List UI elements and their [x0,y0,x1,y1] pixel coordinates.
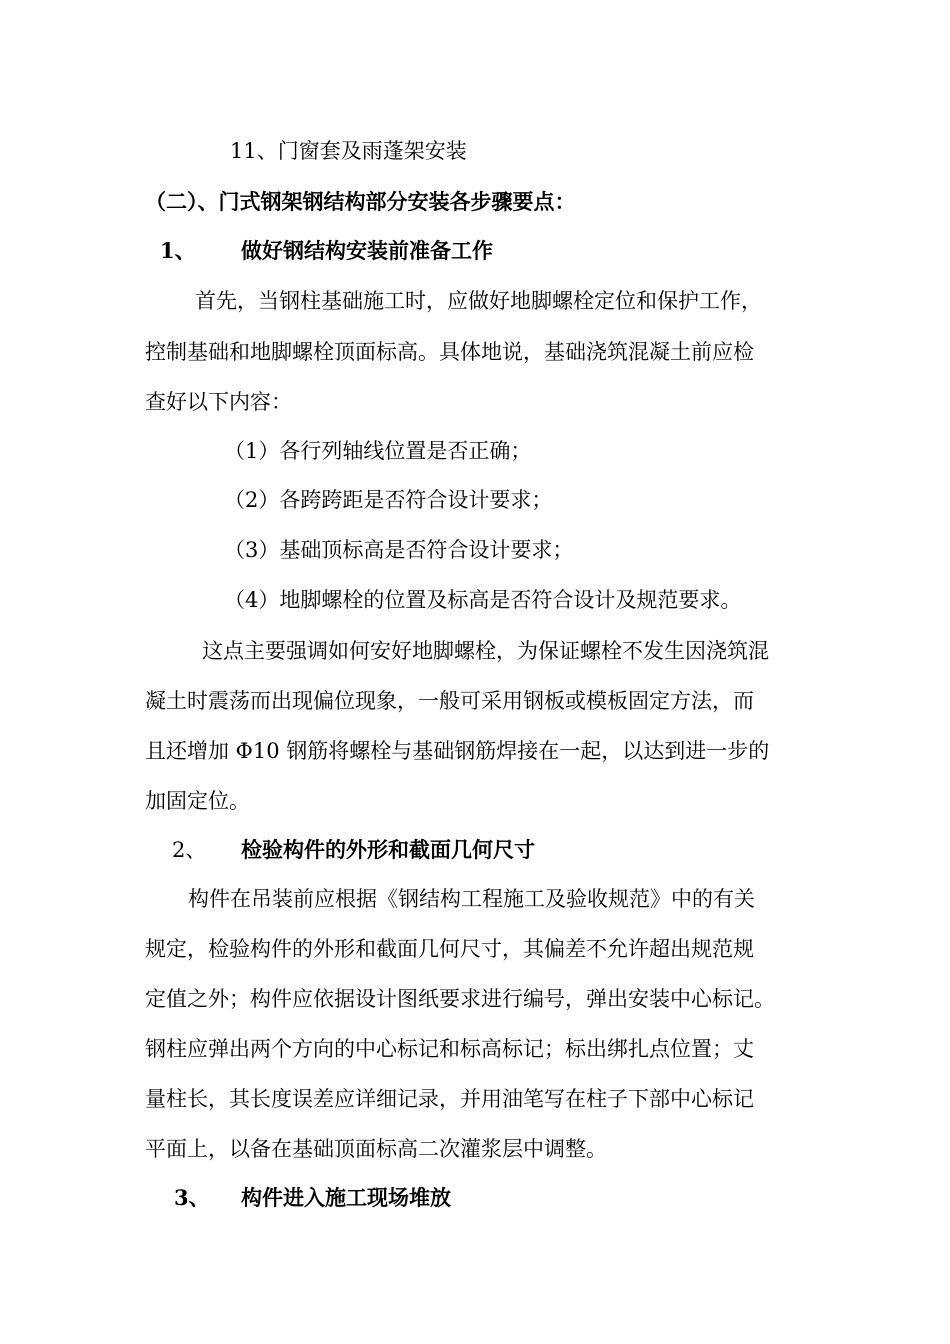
section-heading-2: （二）、门式钢架钢结构部分安装各步骤要点： [145,189,576,214]
paragraph-1-line-2: 控制基础和地脚螺栓顶面标高。具体地说，基础浇筑混凝土前应检 [145,340,754,364]
check-item-4: （4）地脚螺栓的位置及标高是否符合设计及规范要求。 [224,588,742,612]
subheading-3-number: 3、 [174,1185,210,1210]
subheading-2-text: 检验构件的外形和截面几何尺寸 [241,837,535,862]
paragraph-3-line-1: 构件在吊装前应根据《钢结构工程施工及验收规范》中的有关 [188,887,755,911]
paragraph-2-line-2: 凝土时震荡而出现偏位现象，一般可采用钢板或模板固定方法，而 [145,689,754,713]
check-item-2: （2）各跨跨距是否符合设计要求； [224,488,553,512]
paragraph-2-line-1: 这点主要强调如何安好地脚螺栓，为保证螺栓不发生因浇筑混 [202,639,769,663]
paragraph-2-line-3: 且还增加 Φ10 钢筋将螺栓与基础钢筋焊接在一起，以达到进一步的 [145,739,770,763]
paragraph-3-line-4: 钢柱应弹出两个方向的中心标记和标高标记；标出绑扎点位置；丈 [145,1037,754,1061]
paragraph-3-line-5: 量柱长，其长度误差应详细记录，并用油笔写在柱子下部中心标记 [145,1087,754,1111]
paragraph-3-line-3: 定值之外；构件应依据设计图纸要求进行编号，弹出安装中心标记。 [145,987,775,1011]
subheading-2-number: 2、 [172,838,207,862]
subheading-1-number: 1、 [160,238,196,263]
paragraph-2-line-4: 加固定位。 [145,789,250,813]
subheading-1 [160,236,196,266]
paragraph-1-line-3: 查好以下内容： [145,390,292,414]
paragraph-1-line-1: 首先，当钢柱基础施工时，应做好地脚螺栓定位和保护工作， [195,289,762,313]
paragraph-3-line-2: 规定，检验构件的外形和截面几何尺寸，其偏差不允许超出规范规 [145,937,754,961]
check-item-1: （1）各行列轴线位置是否正确； [224,439,532,463]
subheading-3-text: 构件进入施工现场堆放 [241,1185,451,1210]
paragraph-3-line-6: 平面上，以备在基础顶面标高二次灌浆层中调整。 [145,1137,607,1161]
check-item-3: （3）基础顶标高是否符合设计要求； [224,538,574,562]
subheading-1-text: 做好钢结构安装前准备工作 [241,238,493,263]
list-item-11: 11、门窗套及雨蓬架安装 [230,139,467,163]
